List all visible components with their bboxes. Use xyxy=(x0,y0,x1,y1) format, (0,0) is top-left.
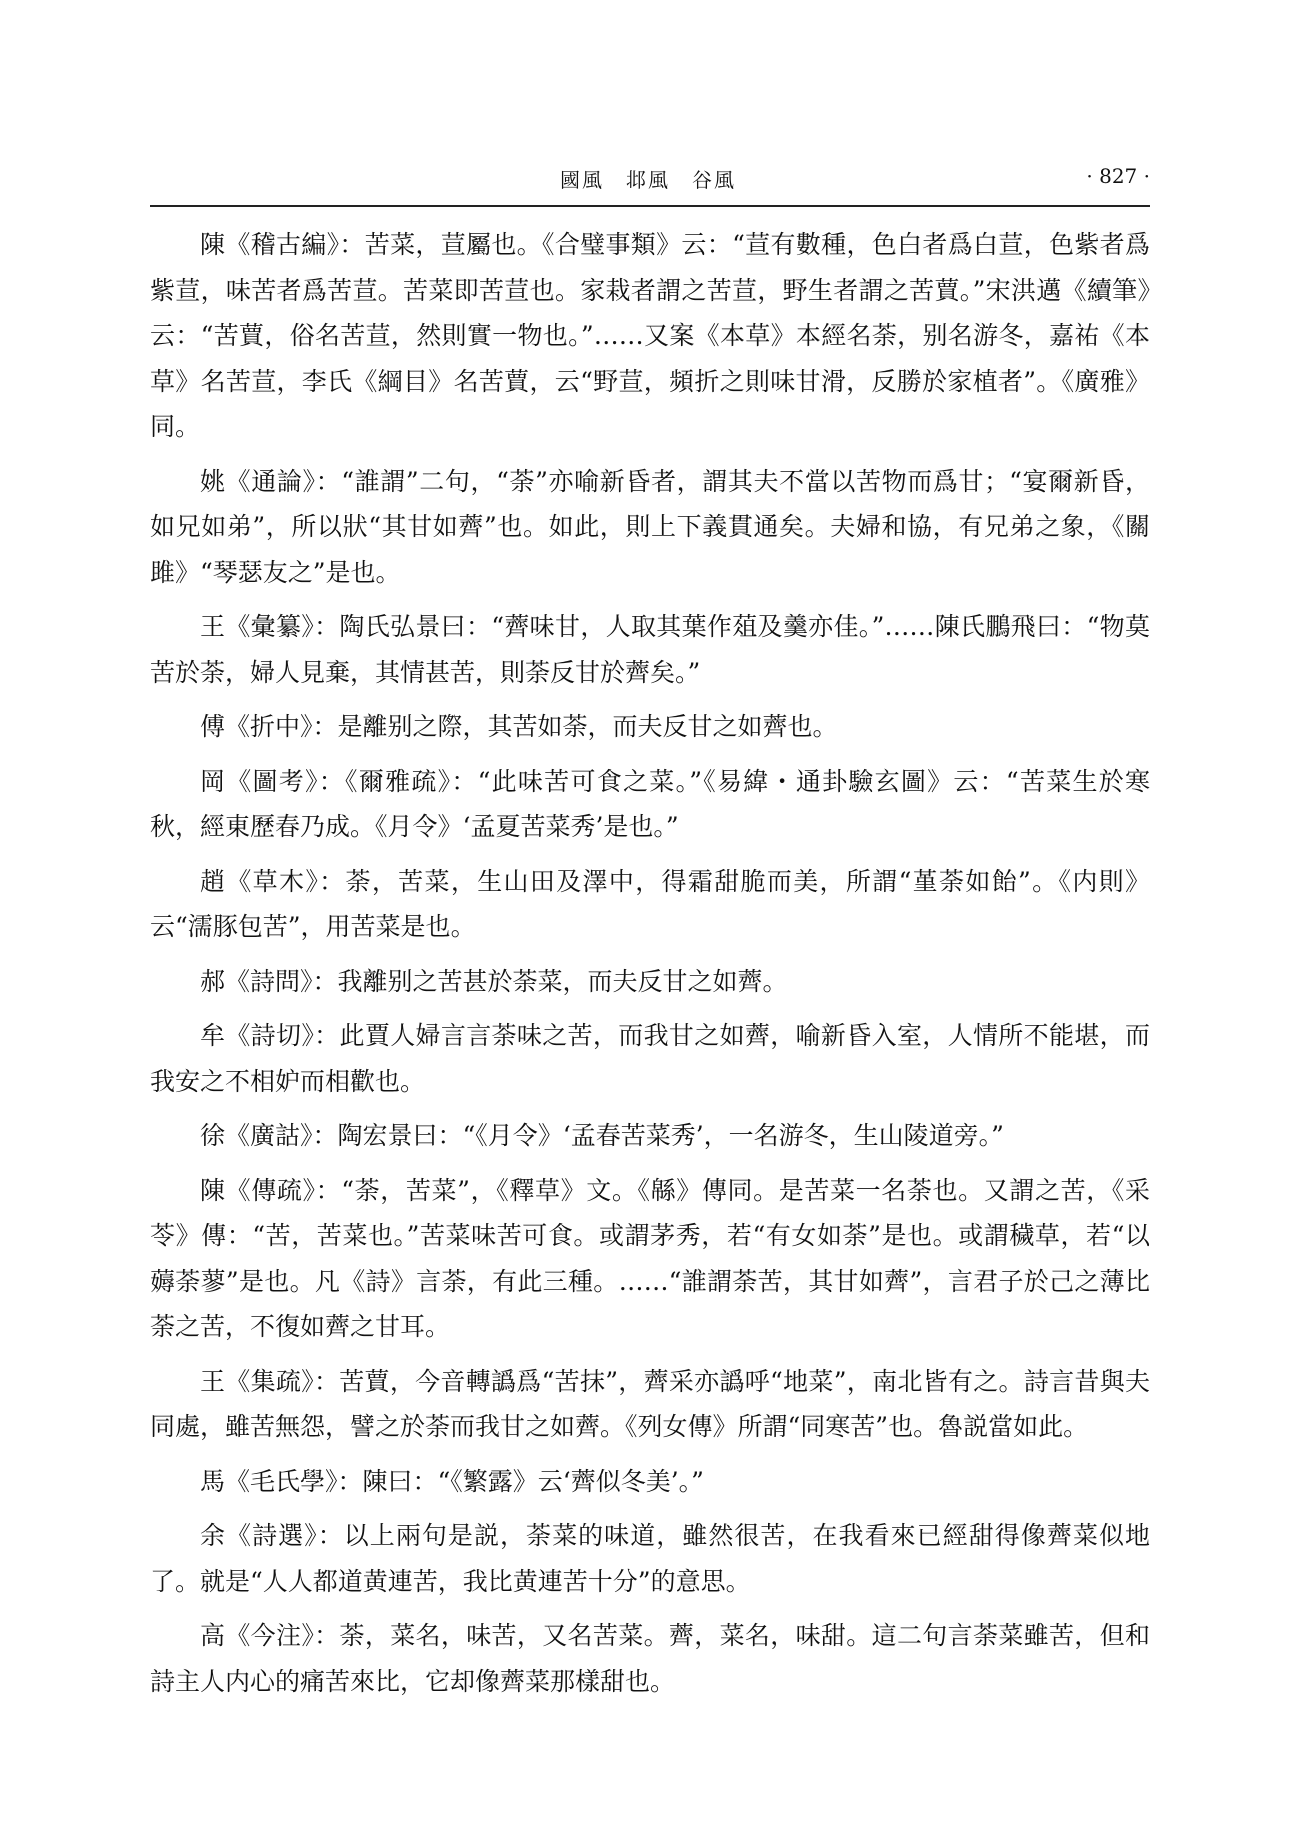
paragraph-zhao-caomu: 趙《草木》：荼，苦菜，生山田及澤中，得霜甜脆而美，所謂“堇荼如飴”。《内則》云“濡豚包苦”，用苦菜是也。 xyxy=(150,866,1150,941)
paragraph-wang-huizuan: 王《彙纂》：陶氏弘景曰：“薺味甘，人取其葉作葅及羹亦佳。”……陳氏鵬飛曰：“物莫苦於荼，婦人見棄，其情甚苦，則荼反甘於薺矣。” xyxy=(150,612,1150,687)
header-rule xyxy=(150,205,1150,207)
paragraph-chen-chuanshu: 陳《傳疏》：“荼，苦菜”，《釋草》文。《緜》傳同。是苦菜一名荼也。又謂之苦，《采苓》傳：“苦，苦菜也。”苦菜味苦可食。或謂茅秀，若“有女如荼”是也。或謂穢草，若“以薅荼蓼”是也。凡《詩》言荼，有此三種。……“誰謂荼苦，其甘如薺”，言君子於己之薄比荼之苦，不復如薺之甘耳。 xyxy=(150,1175,1150,1341)
paragraph-yu-shixuan: 余《詩選》：以上兩句是説，荼菜的味道，雖然很苦，在我看來已經甜得像薺菜似地了。就是“人人都道黄連苦，我比黄連苦十分”的意思。 xyxy=(150,1521,1150,1596)
paragraph-gang-tukao: 岡《圖考》：《爾雅疏》：“此味苦可食之菜。”《易緯・通卦驗玄圖》云：“苦菜生於寒秋，經東歷春乃成。《月令》‘孟夏苦菜秀’是也。” xyxy=(150,766,1150,841)
main-text xyxy=(150,222,1150,1713)
paragraph-chen-jigubian: 陳《稽古編》：苦菜，荁屬也。《合璧事類》云：“荁有數種，色白者爲白荁，色紫者爲紫荁，味苦者爲苦荁。苦菜即苦荁也。家栽者謂之苦荁，野生者謂之苦蕒。”宋洪邁《續筆》云：“苦蕒，俗名苦荁，然則實一物也。”……又案《本草》本經名荼，别名游冬，嘉祐《本草》名苦荁，李氏《綱目》名苦蕒，云“野荁，頻折之則味甘滑，反勝於家植者”。《廣雅》同。 xyxy=(150,230,1150,441)
paragraph-ma-maoshixue: 馬《毛氏學》：陳曰：“《繁露》云‘薺似冬美’。” xyxy=(200,1466,704,1496)
paragraph-mou-shiqie: 牟《詩切》：此賈人婦言言荼味之苦，而我甘之如薺，喻新昏入室，人情所不能堪，而我安之不相妒而相歡也。 xyxy=(150,1021,1150,1096)
page-number: · 827 · xyxy=(1086,164,1150,188)
paragraph-fu-zhezhong: 傅《折中》：是離别之際，其苦如荼，而夫反甘之如薺也。 xyxy=(200,712,838,741)
page-header xyxy=(150,160,1150,200)
running-header-title: 國風 邶風 谷風 xyxy=(560,168,736,192)
paragraph-yao-tonglun: 姚《通論》：“誰謂”二句，“荼”亦喻新昏者，謂其夫不當以苦物而爲甘；“宴爾新昏，如兄如弟”，所以狀“其甘如薺”也。如此，則上下義貫通矣。夫婦和協，有兄弟之象，《關雎》“琴瑟友之”是也。 xyxy=(150,466,1150,587)
paragraph-hao-shiwen: 郝《詩問》：我離别之苦甚於荼菜，而夫反甘之如薺。 xyxy=(200,966,788,996)
paragraph-wang-jishu: 王《集疏》：苦蕒，今音轉譌爲“苦抹”，薺采亦譌呼“地菜”，南北皆有之。詩言昔與夫同處，雖苦無怨，譬之於荼而我甘之如薺。《列女傳》所謂“同寒苦”也。魯説當如此。 xyxy=(150,1366,1150,1441)
paragraph-gao-jinzhu: 高《今注》：荼，菜名，味苦，又名苦菜。薺，菜名，味甜。這二句言荼菜雖苦，但和詩主人内心的痛苦來比，它却像薺菜那樣甜也。 xyxy=(150,1621,1150,1696)
paragraph-xu-guanggu: 徐《廣詁》：陶宏景曰：“《月令》‘孟春苦菜秀’，一名游冬，生山陵道旁。” xyxy=(200,1121,1004,1150)
